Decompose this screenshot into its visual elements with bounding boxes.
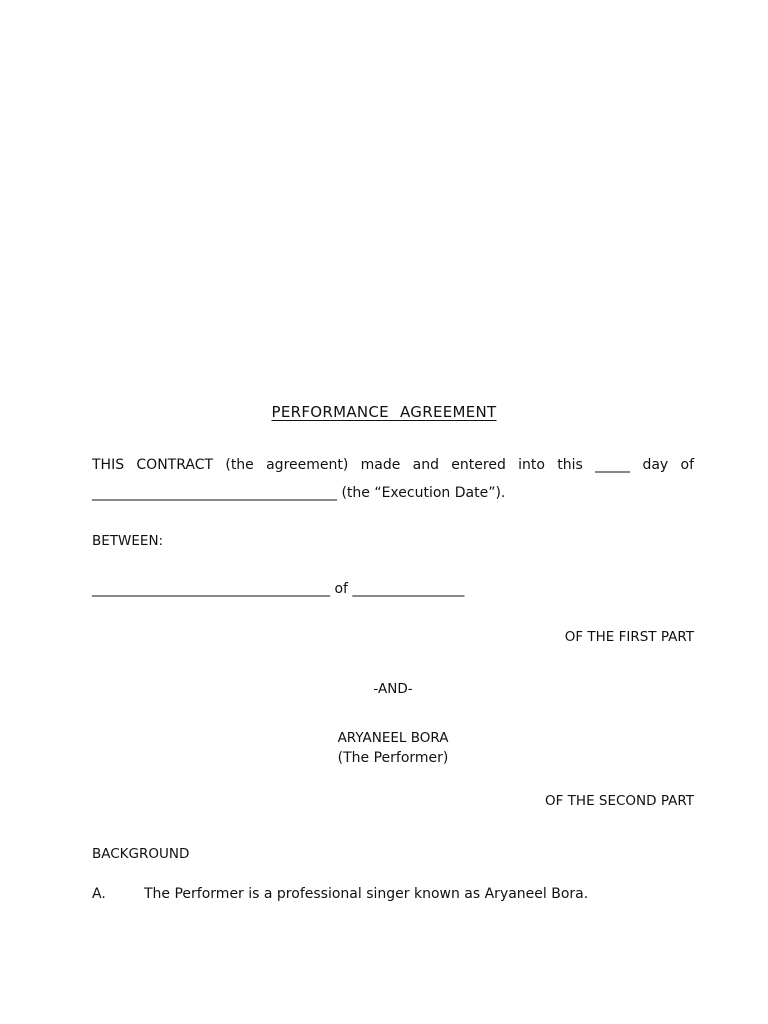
clause-number: A.	[92, 886, 106, 902]
clause-text: The Performer is a professional singer known as Aryaneel Bora.	[144, 886, 589, 902]
first-party-blank-line: __________________________________ of ________________	[92, 581, 465, 597]
background-heading: BACKGROUND	[92, 846, 190, 862]
first-part-label: OF THE FIRST PART	[564, 629, 694, 645]
intro-paragraph-line-1: THIS CONTRACT (the agreement) made and entered into this _____ day of	[92, 457, 694, 473]
performer-role: (The Performer)	[337, 750, 449, 766]
performer-name: ARYANEEL BORA	[337, 730, 449, 746]
intro-paragraph-line-2: ___________________________________ (the “Execution Date”).	[92, 485, 506, 501]
document-title: PERFORMANCE AGREEMENT	[271, 403, 497, 421]
between-heading: BETWEEN:	[92, 533, 164, 549]
second-part-label: OF THE SECOND PART	[545, 793, 694, 809]
and-separator: -AND-	[373, 681, 413, 697]
